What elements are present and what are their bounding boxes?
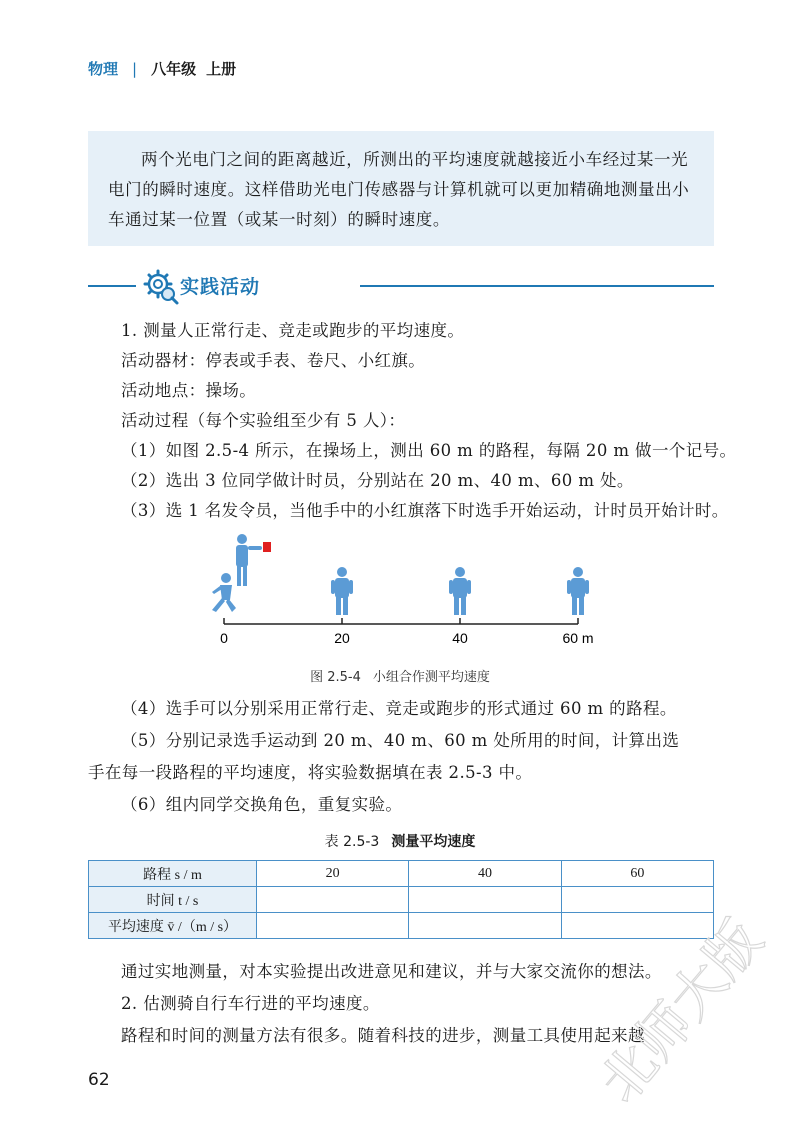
header-subject: 物理 [88,60,119,78]
activity-line: （2）选出 3 位同学做计时员，分别站在 20 m、40 m、60 m 处。 [121,471,634,490]
gear-magnifier-icon [140,266,180,306]
header-volume: 上册 [206,60,237,78]
row-header: 时间 t / s [89,887,257,913]
activity-line: 活动器材：停表或手表、卷尺、小红旗。 [121,351,426,370]
figure-caption-number: 图 2.5-4 [310,670,361,685]
table-cell [409,887,561,913]
note-box [88,131,714,246]
heading-rule-left [88,285,136,287]
header-grade: 八年级 [151,60,197,78]
timer-figure [331,567,353,615]
step-line: （4）选手可以分别采用正常行走、竞走或跑步的形式通过 60 m 的路程。 [121,699,677,718]
row-header: 平均速度 v̄ /（m / s） [89,913,257,939]
table-cell [257,913,409,939]
red-flag-icon [263,542,271,552]
activity-line: 活动地点：操场。 [121,381,257,400]
table-cell [409,913,561,939]
timer-figure [567,567,589,615]
closing-line: 路程和时间的测量方法有很多。随着科技的进步，测量工具使用起来越 [121,1026,645,1045]
activity-line: （3）选 1 名发令员，当他手中的小红旗落下时选手开始运动，计时员开始计时。 [121,501,729,520]
activity-line: 1. 测量人正常行走、竞走或跑步的平均速度。 [121,321,465,340]
page-header [88,58,236,79]
activity-line: （1）如图 2.5-4 所示，在操场上，测出 60 m 的路程，每隔 20 m 做一个记号。 [121,441,737,460]
tick-label: 40 [452,630,468,646]
section-title: 实践活动 [180,276,261,298]
publisher-watermark [560,880,800,1120]
tick-label: 0 [220,630,228,646]
steps-text [88,693,718,821]
runner-figure [212,573,236,612]
starter-figure [236,534,262,586]
watermark-text: 北师大版 [587,907,775,1114]
step-line: （5）分别记录选手运动到 20 m、40 m、60 m 处所用的时间，计算出选 [121,731,680,750]
row-header: 路程 s / m [89,861,257,887]
step-line: （6）组内同学交换角色，重复实验。 [121,795,403,814]
timer-figure [449,567,471,615]
page-number: 62 [88,1070,110,1090]
figure-caption [0,666,800,685]
table-cell: 60 [561,861,713,887]
table-caption-text: 测量平均速度 [391,834,476,850]
tick-label: 20 [334,630,350,646]
step-line: 手在每一段路程的平均速度，将实验数据填在表 2.5-3 中。 [88,763,533,782]
table-cell: 40 [409,861,561,887]
table-cell: 20 [257,861,409,887]
table-caption [0,831,800,851]
closing-line: 2. 估测骑自行车行进的平均速度。 [121,994,380,1013]
activity-text [88,316,737,526]
table-caption-number: 表 2.5-3 [324,834,380,850]
figure-track-diagram [200,530,620,652]
note-text: 两个光电门之间的距离越近，所测出的平均速度就越接近小车经过某一光电门的瞬时速度。这样借助光电门传感器与计算机就可以更加精确地测量出小车通过某一位置（或某一时刻）的瞬时速度。 [108,150,690,229]
figure-caption-text: 小组合作测平均速度 [372,670,490,685]
tick-label: 60 m [562,630,594,646]
section-heading [88,264,714,308]
header-separator: | [132,59,138,78]
closing-line: 通过实地测量，对本实验提出改进意见和建议，并与大家交流你的想法。 [121,962,662,981]
activity-line: 活动过程（每个实验组至少有 5 人）： [121,411,406,430]
heading-rule-right [360,285,714,287]
table-cell [257,887,409,913]
